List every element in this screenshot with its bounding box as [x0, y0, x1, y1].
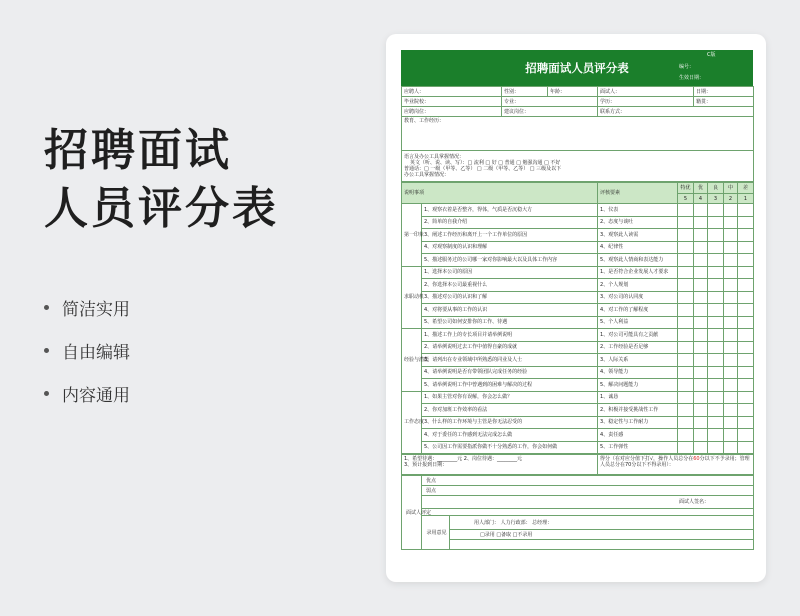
table-row: [402, 229, 754, 242]
question-cell: 4、对将要从事的工作的认识: [422, 304, 598, 317]
score-cell[interactable]: [694, 416, 708, 429]
question-cell: 3、什么样的工作环境与主管是你无法忍受的: [422, 416, 598, 429]
score-cell[interactable]: [738, 354, 754, 367]
score-cell[interactable]: [724, 216, 738, 229]
info-cell: 应聘岗位：: [402, 107, 502, 117]
table-row: [402, 404, 754, 417]
score-cell[interactable]: [724, 416, 738, 429]
question-cell: 1、如果主管对你有误解，你会怎么做？: [422, 391, 598, 404]
summary-table: [401, 454, 754, 475]
evaluation-point-cell: 4、责任感: [598, 429, 678, 442]
evaluation-point-cell: 5、个人利益: [598, 316, 678, 329]
cons-cell: 弱点: [422, 486, 754, 496]
info-cell: 建议岗位：: [502, 107, 598, 117]
interview-table: [401, 475, 754, 550]
info-cell: 毕业院校：: [402, 97, 502, 107]
effective-date-label: 生效日期：: [679, 75, 705, 81]
score-cell[interactable]: [694, 241, 708, 254]
score-header: 1: [738, 194, 754, 204]
score-cell[interactable]: [738, 254, 754, 267]
score-cell[interactable]: [738, 316, 754, 329]
score-cell[interactable]: [738, 229, 754, 242]
score-sheet: [401, 50, 753, 570]
question-cell: 5、描述服务过的公司哪一家对你影响最大以及具体工作内容: [422, 254, 598, 267]
score-cell[interactable]: [708, 216, 724, 229]
table-row: [402, 391, 754, 404]
signers-cell: 用人部门： 人力行政部： 总经理：: [450, 516, 754, 530]
table-row: [402, 341, 754, 354]
hero-title-line2: 人员评分表: [44, 183, 279, 234]
score-cell[interactable]: [724, 316, 738, 329]
evaluation-point-cell: 1、诚恳: [598, 391, 678, 404]
score-cell[interactable]: [708, 329, 724, 342]
table-row: [402, 441, 754, 454]
score-cell[interactable]: [678, 316, 694, 329]
score-cell[interactable]: [738, 366, 754, 379]
score-cell[interactable]: [708, 254, 724, 267]
blank-cell: [422, 509, 754, 516]
score-cell[interactable]: [738, 241, 754, 254]
question-cell: 3、请列出在专业领域中所熟悉的同业及人士: [422, 354, 598, 367]
score-cell[interactable]: [678, 441, 694, 454]
score-cell[interactable]: [694, 316, 708, 329]
score-cell[interactable]: [724, 366, 738, 379]
section-label: 经验与潜能: [402, 329, 422, 392]
score-cell[interactable]: [678, 266, 694, 279]
evaluation-point-cell: 5、工作弹性: [598, 441, 678, 454]
table-row: [402, 366, 754, 379]
score-cell[interactable]: [678, 254, 694, 267]
evaluation-point-cell: 2、个人规划: [598, 279, 678, 292]
hero-title-line1: 招聘面试: [44, 125, 232, 176]
score-cell[interactable]: [708, 354, 724, 367]
score-cell[interactable]: [678, 341, 694, 354]
score-cell[interactable]: [708, 304, 724, 317]
score-cell[interactable]: [724, 279, 738, 292]
hero-title: [44, 122, 279, 238]
score-cell[interactable]: [708, 416, 724, 429]
evaluation-point-cell: 2、态度与谈吐: [598, 216, 678, 229]
item-header: 说明事项: [402, 183, 598, 204]
question-cell: 5、希望公司如何安排你的工作、待遇: [422, 316, 598, 329]
evaluation-table: [401, 182, 754, 454]
score-cell[interactable]: [708, 279, 724, 292]
table-row: [402, 304, 754, 317]
table-row: [402, 241, 754, 254]
question-cell: 2、简单的自我介绍: [422, 216, 598, 229]
score-cell[interactable]: [738, 404, 754, 417]
score-cell[interactable]: [678, 204, 694, 217]
score-cell[interactable]: [724, 441, 738, 454]
evaluation-point-cell: 5、解决问题能力: [598, 379, 678, 392]
bullet-dot-icon: [44, 391, 49, 396]
score-cell[interactable]: [678, 304, 694, 317]
info-table: [401, 86, 754, 182]
evaluation-point-cell: 1、是否符合企业发展人才要求: [598, 266, 678, 279]
grade-header: 差: [738, 183, 754, 194]
score-cell[interactable]: [738, 441, 754, 454]
section-label: 求职动机: [402, 266, 422, 329]
score-cell[interactable]: [678, 404, 694, 417]
score-cell[interactable]: [694, 279, 708, 292]
score-cell[interactable]: [694, 216, 708, 229]
score-cell[interactable]: [694, 391, 708, 404]
score-cell[interactable]: [738, 416, 754, 429]
info-cell: 学历：: [598, 97, 694, 107]
question-cell: 4、对观察制度的认识和理解: [422, 241, 598, 254]
score-cell[interactable]: [678, 379, 694, 392]
score-cell[interactable]: [724, 204, 738, 217]
table-row: [402, 379, 754, 392]
score-cell[interactable]: [708, 291, 724, 304]
score-cell[interactable]: [694, 441, 708, 454]
question-cell: 2、你选择本公司最重视什么: [422, 279, 598, 292]
evaluation-point-cell: 1、对公司可能具有之贡献: [598, 329, 678, 342]
score-cell[interactable]: [708, 366, 724, 379]
score-cell[interactable]: [724, 304, 738, 317]
score-cell[interactable]: [694, 204, 708, 217]
evaluation-point-cell: 1、仪表: [598, 204, 678, 217]
score-header: 4: [694, 194, 708, 204]
info-cell: 日期：: [694, 87, 754, 97]
language-cell: 语言及办公工具掌握情况： 英文（听、说、读、写）：□ 流利 □ 好 □ 普通 □ 勉强沟通 □ 不好 普通话：□ 一级（甲等、乙等） □ 二级（甲等、乙等） □ 三级及以下 办公工具掌握情况：: [402, 151, 754, 182]
score-cell[interactable]: [678, 429, 694, 442]
evaluation-point-cell: 4、纪律性: [598, 241, 678, 254]
blank-cell: [450, 540, 754, 550]
score-cell[interactable]: [738, 429, 754, 442]
bullet-dot-icon: [44, 305, 49, 310]
score-cell[interactable]: [694, 404, 708, 417]
table-row: [402, 204, 754, 217]
grade-header: 中: [724, 183, 738, 194]
version-label: C版: [707, 52, 716, 58]
score-cell[interactable]: [694, 266, 708, 279]
bullet-dot-icon: [44, 348, 49, 353]
signature-cell: 面试人签名：: [422, 496, 754, 509]
score-header: 2: [724, 194, 738, 204]
score-cell[interactable]: [708, 204, 724, 217]
score-cell[interactable]: [724, 354, 738, 367]
feature-item: 自由编辑: [44, 329, 130, 372]
score-cell[interactable]: [678, 241, 694, 254]
table-row: [402, 416, 754, 429]
feature-item: 简洁实用: [44, 286, 130, 329]
score-cell[interactable]: [724, 329, 738, 342]
evaluation-point-cell: 3、观察此人读需: [598, 229, 678, 242]
score-cell[interactable]: [724, 404, 738, 417]
score-cell[interactable]: [678, 291, 694, 304]
info-cell: 联系方式：: [598, 107, 754, 117]
feature-list: [44, 286, 130, 415]
score-cell[interactable]: [694, 304, 708, 317]
question-cell: 1、选择本公司的原因: [422, 266, 598, 279]
feature-item: 内容通用: [44, 372, 130, 415]
section-label: 第一印象: [402, 204, 422, 267]
info-cell: 面试人：: [598, 87, 694, 97]
hire-options-cell: □录用 □备取 □不录用: [450, 530, 754, 540]
question-cell: 2、你对加班工作效率的看法: [422, 404, 598, 417]
score-cell[interactable]: [694, 341, 708, 354]
score-rule-cell: 得分（在对应分值下打√，操作人员总分在60分以下不予录用；管理人员总分在70分以下不得录用）：: [598, 455, 754, 475]
evaluation-point-cell: 3、对公司的认同度: [598, 291, 678, 304]
salary-cell: 1、希望待遇：________元 2、岗位待遇：________元 3、预计报到日期：: [402, 455, 598, 475]
table-row: [402, 316, 754, 329]
score-cell[interactable]: [678, 391, 694, 404]
score-cell[interactable]: [708, 316, 724, 329]
question-cell: 1、观察衣着是否整齐，得体，气质是否沉稳大方: [422, 204, 598, 217]
question-cell: 4、请举例说明是否有带领团队完成任务的经验: [422, 366, 598, 379]
score-cell[interactable]: [708, 266, 724, 279]
score-cell[interactable]: [724, 266, 738, 279]
score-cell[interactable]: [694, 379, 708, 392]
score-cell[interactable]: [738, 204, 754, 217]
evaluation-point-cell: 4、领导能力: [598, 366, 678, 379]
score-cell[interactable]: [678, 216, 694, 229]
evaluation-point-cell: 4、对工作的了解程度: [598, 304, 678, 317]
education-cell: 教育、工作经历：: [402, 117, 754, 151]
score-cell[interactable]: [724, 391, 738, 404]
score-cell[interactable]: [724, 241, 738, 254]
hire-opinion-label: 录用意见: [422, 516, 450, 550]
question-cell: 3、阐述工作经历和离开上一个工作单位的原因: [422, 229, 598, 242]
evaluation-point-cell: 3、稳定性与工作耐力: [598, 416, 678, 429]
evaluation-point-cell: 2、积极并接受挑战性工作: [598, 404, 678, 417]
score-cell[interactable]: [738, 329, 754, 342]
info-cell: 年龄：: [548, 87, 598, 97]
sheet-header: [401, 50, 753, 86]
question-cell: 5、公司因工作需要指派你做不十分熟悉的工作，你会如何做: [422, 441, 598, 454]
score-cell[interactable]: [724, 229, 738, 242]
score-cell[interactable]: [678, 354, 694, 367]
interview-label: 面试人评定: [402, 476, 422, 550]
score-cell[interactable]: [724, 341, 738, 354]
table-row: [402, 291, 754, 304]
grade-header: 优: [694, 183, 708, 194]
score-cell[interactable]: [678, 279, 694, 292]
evaluation-point-cell: 3、人际关系: [598, 354, 678, 367]
score-cell[interactable]: [694, 254, 708, 267]
table-row: [402, 329, 754, 342]
score-cell[interactable]: [738, 279, 754, 292]
table-row: [402, 266, 754, 279]
score-cell[interactable]: [724, 429, 738, 442]
question-cell: 4、对于委任的工作感到无法完成怎么做: [422, 429, 598, 442]
score-cell[interactable]: [678, 229, 694, 242]
score-cell[interactable]: [708, 241, 724, 254]
evaluation-point-cell: 2、工作经验是否足够: [598, 341, 678, 354]
pros-cell: 优点: [422, 476, 754, 486]
score-cell[interactable]: [708, 341, 724, 354]
score-cell[interactable]: [694, 291, 708, 304]
score-cell[interactable]: [738, 379, 754, 392]
score-cell[interactable]: [738, 391, 754, 404]
grade-header: 特优: [678, 183, 694, 194]
question-cell: 5、请举例说明工作中曾遇到的困难与解决的过程: [422, 379, 598, 392]
score-cell[interactable]: [708, 404, 724, 417]
preview-card: [386, 34, 766, 582]
score-cell[interactable]: [738, 304, 754, 317]
table-row: [402, 354, 754, 367]
question-cell: 1、描述工作上的专长项目并请举例说明: [422, 329, 598, 342]
section-label: 工作态度: [402, 391, 422, 454]
score-cell[interactable]: [708, 391, 724, 404]
score-header: 5: [678, 194, 694, 204]
score-cell[interactable]: [708, 229, 724, 242]
score-cell[interactable]: [738, 341, 754, 354]
grade-header: 良: [708, 183, 724, 194]
info-cell: 性别：: [502, 87, 548, 97]
score-cell[interactable]: [678, 366, 694, 379]
score-cell[interactable]: [694, 366, 708, 379]
score-cell[interactable]: [724, 291, 738, 304]
info-cell: 专业：: [502, 97, 598, 107]
score-cell[interactable]: [678, 329, 694, 342]
info-cell: 籍贯：: [694, 97, 754, 107]
score-cell[interactable]: [694, 354, 708, 367]
table-row: [402, 279, 754, 292]
sheet-title: 招聘面试人员评分表: [525, 61, 629, 75]
score-cell[interactable]: [738, 266, 754, 279]
points-header: 评核要素: [598, 183, 678, 204]
score-cell[interactable]: [708, 441, 724, 454]
score-header: 3: [708, 194, 724, 204]
score-cell[interactable]: [724, 254, 738, 267]
table-row: [402, 429, 754, 442]
score-cell[interactable]: [708, 379, 724, 392]
evaluation-point-cell: 5、观察此人情商和表达能力: [598, 254, 678, 267]
score-cell[interactable]: [724, 379, 738, 392]
question-cell: 3、描述对公司的认识和了解: [422, 291, 598, 304]
table-row: [402, 216, 754, 229]
number-label: 编号：: [679, 64, 695, 70]
score-cell[interactable]: [708, 429, 724, 442]
score-cell[interactable]: [738, 216, 754, 229]
table-row: [402, 254, 754, 267]
score-cell[interactable]: [678, 416, 694, 429]
score-cell[interactable]: [694, 229, 708, 242]
info-cell: 应聘人：: [402, 87, 502, 97]
score-cell[interactable]: [694, 329, 708, 342]
question-cell: 2、请举例说明过去工作中值得自豪的成就: [422, 341, 598, 354]
score-cell[interactable]: [738, 291, 754, 304]
score-cell[interactable]: [694, 429, 708, 442]
